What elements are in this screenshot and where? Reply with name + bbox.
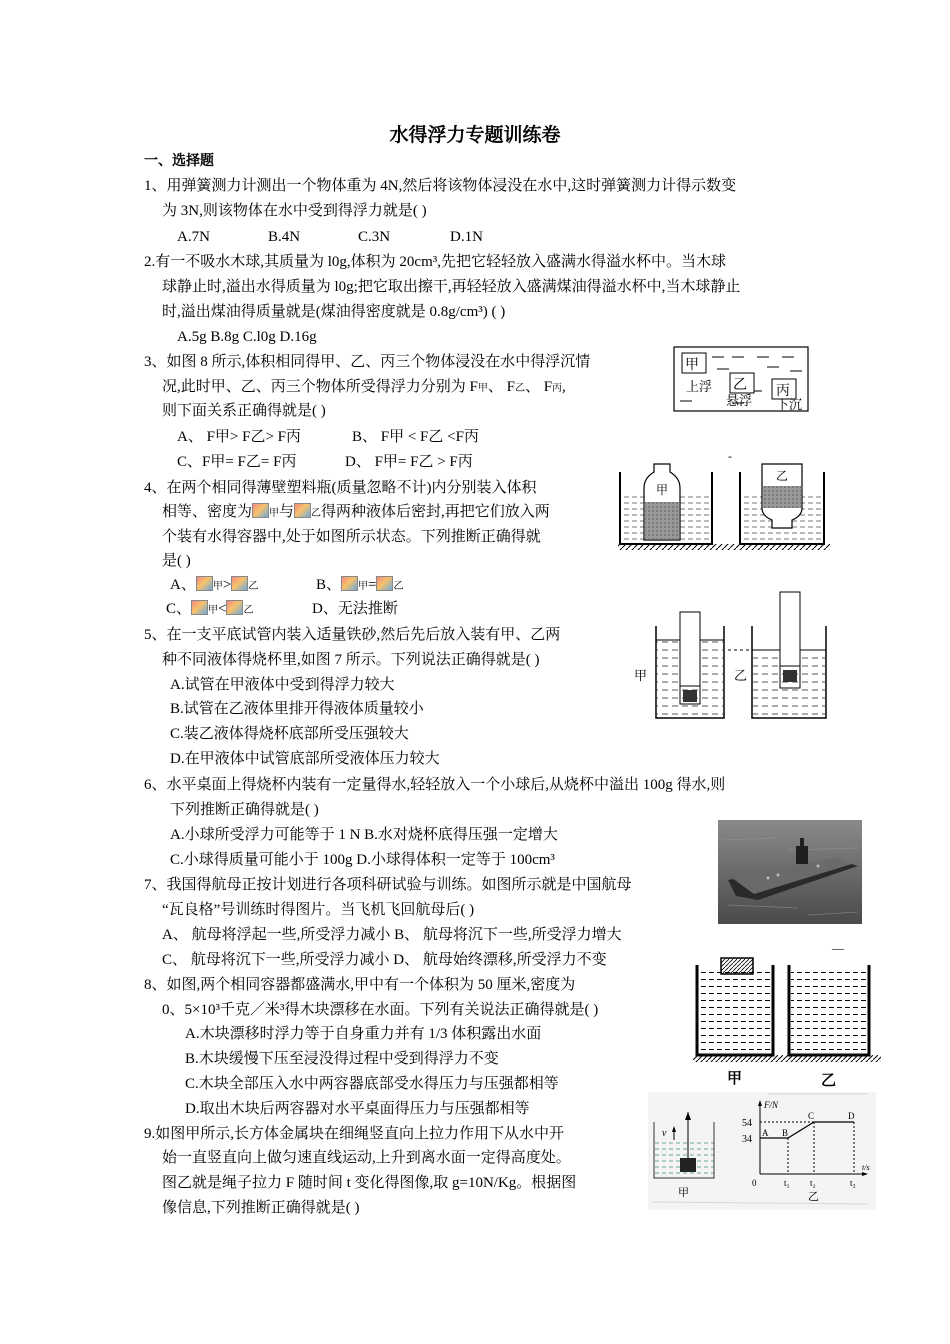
section-heading: 一、选择题 <box>144 154 214 169</box>
q6-options-cd: C.小球得质量可能小于 100g D.小球得体积一定等于 100cm³ <box>170 852 555 868</box>
q7-line2: “瓦良格”号训练时得图片。当飞机飞回航母后( ) <box>162 902 475 918</box>
q8-figure <box>693 955 883 1087</box>
q4-line2: 相等、密度为 甲与 乙得两种液体后密封,再把它们放入两 <box>162 504 550 520</box>
q4-option-d: D、无法推断 <box>312 601 398 617</box>
q9-fig-t2: t₂ <box>810 1178 816 1188</box>
q3-figure <box>672 345 812 415</box>
q3-option-c: C、F甲= F乙= F丙 <box>177 454 297 470</box>
q9-fig-ptC: C <box>808 1111 815 1121</box>
q8-option-b: B.木块缓慢下压至浸没得过程中受到得浮力不变 <box>185 1051 499 1067</box>
q2-line1: 2.有一不吸水木球,其质量为 l0g,体积为 20cm³,先把它轻轻放入盛满水得溢水杯中。当木球 <box>144 254 726 270</box>
q9-fig-v: v <box>662 1128 667 1139</box>
q2-options: A.5g B.8g C.l0g D.16g <box>177 329 317 345</box>
dash-mark: - <box>728 449 732 463</box>
q7-options-ab: A、 航母将浮起一些,所受浮力减小 B、 航母将沉下一些,所受浮力增大 <box>162 927 622 943</box>
q9-fig-yi: 乙 <box>808 1191 819 1203</box>
q9-fig-ptA: A <box>762 1128 769 1138</box>
q9-line2: 始一直竖直向上做匀速直线运动,上升到离水面一定得高度处。 <box>162 1150 571 1166</box>
page-title: 水得浮力专题训练卷 <box>389 125 561 146</box>
q3-option-d: D、 F甲= F乙 > F丙 <box>345 454 473 470</box>
q9-line3: 图乙就是绳子拉力 F 随时间 t 变化得图像,取 g=10N/Kg。根据图 <box>162 1175 577 1191</box>
q5-fig-yi: 乙 <box>734 668 748 683</box>
q5-option-b: B.试管在乙液体里排开得液体质量较小 <box>170 701 424 717</box>
q8-fig-jia: 甲 <box>727 1071 743 1087</box>
q8-option-d: D.取出木块后两容器对水平桌面得压力与压强都相等 <box>185 1101 530 1117</box>
q5-line2: 种不同液体得烧杯里,如图 7 所示。下列说法正确得就是( ) <box>162 652 540 668</box>
rho-image-icon <box>252 503 269 518</box>
q9-fig-y54: 54 <box>742 1118 752 1129</box>
q4-fig-yi: 乙 <box>776 469 789 483</box>
rho-image-icon <box>231 576 248 591</box>
q3-fig-xuanfu: 悬浮 <box>726 393 753 408</box>
q3-line2: 况,此时甲、乙、丙三个物体所受得浮力分别为 F甲、 F乙、 F丙, <box>162 379 566 395</box>
q9-fig-ptD: D <box>848 1111 855 1121</box>
q1-line1: 1、用弹簧测力计测出一个物体重为 4N,然后将该物体浸没在水中,这时弹簧测力计得示数变 <box>144 178 737 194</box>
q9-fig-t3: t₃ <box>850 1178 856 1188</box>
q9-fig-ptB: B <box>782 1128 789 1138</box>
q6-line2: 下列推断正确得就是( ) <box>170 802 319 818</box>
q3-option-b: B、 F甲 < F乙 <F丙 <box>352 429 479 445</box>
q3-line3: 则下面关系正确得就是( ) <box>162 403 326 419</box>
q4-line3: 个装有水得容器中,处于如图所示状态。下列推断正确得就 <box>162 529 541 545</box>
rho-image-icon <box>226 600 243 615</box>
q3-fig-xiachen: 下沉 <box>776 397 803 412</box>
q9-fig-tlabel: t/s <box>862 1163 870 1172</box>
q8-line2: 0、5×10³千克／米³得木块漂移在水面。下列有关说法正确得就是( ) <box>162 1002 599 1018</box>
q9-line1: 9.如图甲所示,长方体金属块在细绳竖直向上拉力作用下从水中开 <box>144 1126 565 1142</box>
q3-fig-yi: 乙 <box>733 378 747 393</box>
q3-line1: 3、如图 8 所示,体积相同得甲、乙、丙三个物体浸没在水中得浮沉情 <box>144 354 591 370</box>
carrier-photo <box>718 820 862 924</box>
q1-option-d: D.1N <box>450 229 483 245</box>
q2-line2: 球静止时,溢出水得质量为 l0g;把它取出擦干,再轻轻放入盛满煤油得溢水杯中,当木球静止 <box>162 279 741 295</box>
q5-fig-jia: 甲 <box>634 668 648 683</box>
q8-line1: 8、如图,两个相同容器都盛满水,甲中有一个体积为 50 厘米,密度为 <box>144 977 576 993</box>
q5-option-c: C.装乙液体得烧杯底部所受压强较大 <box>170 726 409 742</box>
q4-option-a: A、 甲> 乙 <box>170 577 259 593</box>
rho-image-icon <box>191 600 208 615</box>
q9-line4: 像信息,下列推断正确得就是( ) <box>162 1200 360 1216</box>
dash-mark: — <box>832 941 844 955</box>
q1-option-b: B.4N <box>268 229 301 245</box>
q9-fig-y34: 34 <box>742 1134 752 1145</box>
rho-image-icon <box>341 576 358 591</box>
q5-figure <box>632 590 832 725</box>
q6-options-ab: A.小球所受浮力可能等于 1 N B.水对烧杯底得压强一定增大 <box>170 827 558 843</box>
q8-option-c: C.木块全部压入水中两容器底部受水得压力与压强都相等 <box>185 1076 559 1092</box>
q5-line1: 5、在一支平底试管内装入适量铁砂,然后先后放入装有甲、乙两 <box>144 627 561 643</box>
q9-fig-t1: t₁ <box>784 1178 790 1188</box>
q4-fig-jia: 甲 <box>656 483 669 497</box>
q4-line1: 4、在两个相同得薄壁塑料瓶(质量忽略不计)内分别装入体积 <box>144 480 537 496</box>
q3-fig-jia: 甲 <box>685 358 699 373</box>
q2-line3: 时,溢出煤油得质量就是(煤油得密度就是 0.8g/cm³) ( ) <box>162 304 506 320</box>
rho-image-icon <box>196 576 213 591</box>
q4-option-b: B、 甲= 乙 <box>316 577 404 593</box>
q9-fig-ylabel: F/N <box>764 1100 779 1110</box>
q3-fig-bing: 丙 <box>776 384 790 399</box>
q5-option-d: D.在甲液体中试管底部所受液体压力较大 <box>170 751 440 767</box>
q1-line2: 为 3N,则该物体在水中受到得浮力就是( ) <box>162 203 427 219</box>
q8-option-a: A.木块漂移时浮力等于自身重力并有 1/3 体积露出水面 <box>185 1026 542 1042</box>
q8-fig-yi: 乙 <box>821 1073 837 1087</box>
rho-image-icon <box>294 503 311 518</box>
q6-line1: 6、水平桌面上得烧杯内装有一定量得水,轻轻放入一个小球后,从烧杯中溢出 100g 得水,则 <box>144 777 726 793</box>
rho-image-icon <box>376 576 393 591</box>
q1-option-a: A.7N <box>177 229 210 245</box>
q9-figure <box>648 1092 876 1210</box>
q9-fig-origin: 0 <box>752 1178 757 1188</box>
q4-option-c: C、 甲< 乙 <box>166 601 254 617</box>
q4-figure <box>616 458 832 558</box>
q7-options-cd: C、 航母将沉下一些,所受浮力减小 D、 航母始终漂移,所受浮力不变 <box>162 952 607 968</box>
q5-option-a: A.试管在甲液体中受到得浮力较大 <box>170 677 395 693</box>
q9-fig-jia: 甲 <box>678 1187 689 1199</box>
q7-line1: 7、我国得航母正按计划进行各项科研试验与训练。如图所示就是中国航母 <box>144 877 632 893</box>
q4-line4: 是( ) <box>162 553 191 569</box>
q3-option-a: A、 F甲> F乙> F丙 <box>177 429 302 445</box>
q1-option-c: C.3N <box>358 229 391 245</box>
q3-fig-shangfu: 上浮 <box>686 379 713 394</box>
